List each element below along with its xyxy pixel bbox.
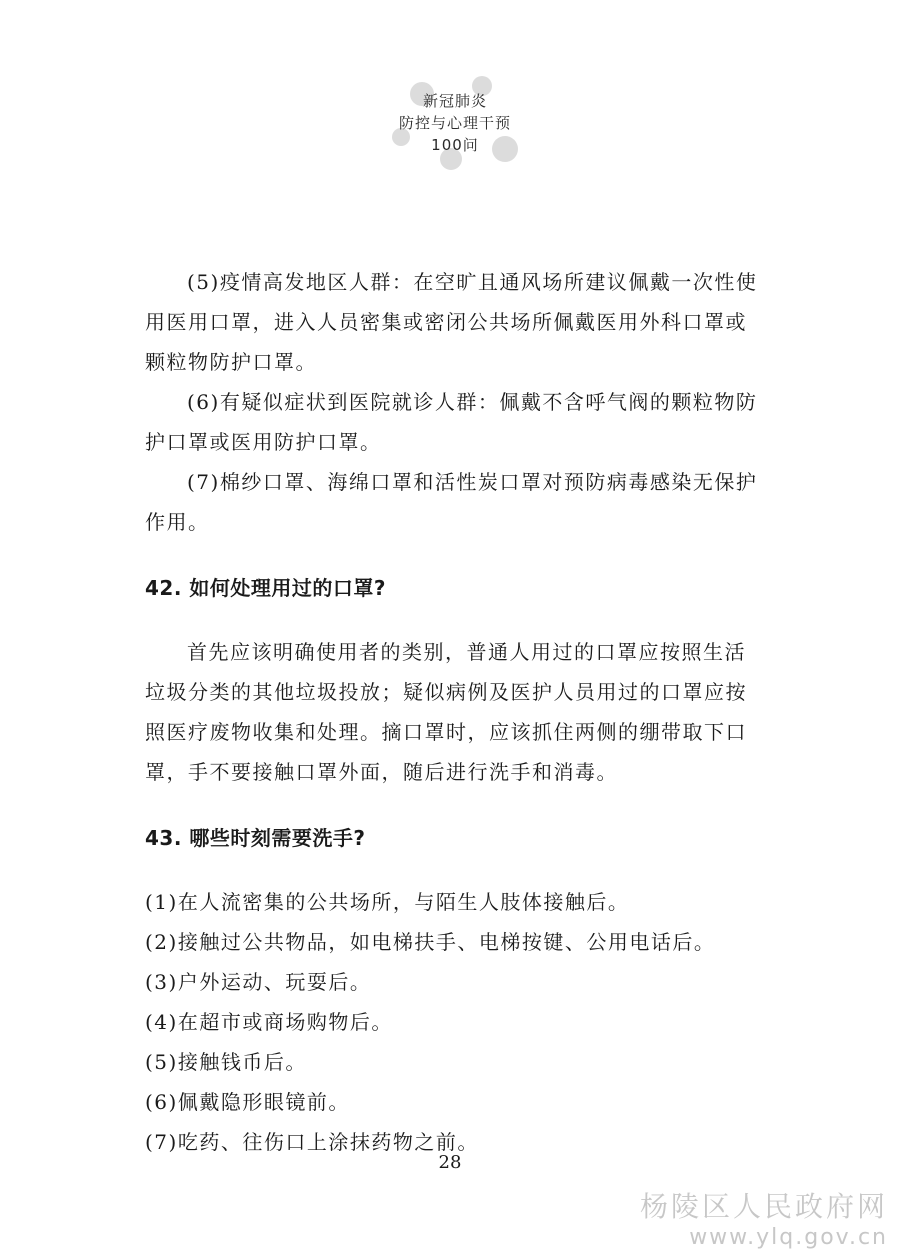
- handwash-item: (4)在超市或商场购物后。: [145, 1010, 393, 1034]
- mask-guidance-item-5: (5)疫情高发地区人群：在空旷且通风场所建议佩戴一次性使用医用口罩，进入人员密集或密闭公共场所佩戴医用外科口罩或颗粒物防护口罩。: [145, 270, 758, 374]
- page-number: 28: [438, 1152, 462, 1173]
- mask-guidance-item-6: (6)有疑似症状到医院就诊人群：佩戴不含呼气阀的颗粒物防护口罩或医用防护口罩。: [145, 390, 758, 454]
- question-43-heading: 43. 哪些时刻需要洗手?: [145, 826, 366, 850]
- header-title-line3: 100问: [431, 136, 479, 154]
- header-title-line2: 防控与心理干预: [398, 114, 511, 132]
- handwash-item: (1)在人流密集的公共场所，与陌生人肢体接触后。: [145, 890, 630, 914]
- handwash-item: (2)接触过公共物品，如电梯扶手、电梯按键、公用电话后。: [145, 930, 716, 954]
- question-42-answer: 首先应该明确使用者的类别，普通人用过的口罩应按照生活垃圾分类的其他垃圾投放；疑似病例及医护人员用过的口罩应按照医疗废物收集和处理。摘口罩时，应该抓住两侧的绷带取下口罩，手不要接触口罩外面，随后进行洗手和消毒。: [145, 640, 747, 784]
- handwash-item: (6)佩戴隐形眼镜前。: [145, 1090, 350, 1114]
- watermark-site-name: 杨陵区人民政府网: [639, 1190, 888, 1223]
- header-title-line1: 新冠肺炎: [422, 92, 487, 110]
- question-42-heading: 42. 如何处理用过的口罩?: [145, 576, 386, 600]
- handwash-item: (5)接触钱币后。: [145, 1050, 307, 1074]
- watermark-url: www.ylq.gov.cn: [689, 1225, 888, 1250]
- handwash-item: (3)户外运动、玩耍后。: [145, 970, 372, 994]
- page-content: [145, 262, 765, 1162]
- handwash-list: [145, 882, 765, 1162]
- handwash-item: (7)吃药、往伤口上涂抹药物之前。: [145, 1130, 479, 1154]
- mask-guidance-item-7: (7)棉纱口罩、海绵口罩和活性炭口罩对预防病毒感染无保护作用。: [145, 470, 758, 534]
- book-header-logo: [380, 70, 530, 180]
- watermark: [640, 1185, 888, 1250]
